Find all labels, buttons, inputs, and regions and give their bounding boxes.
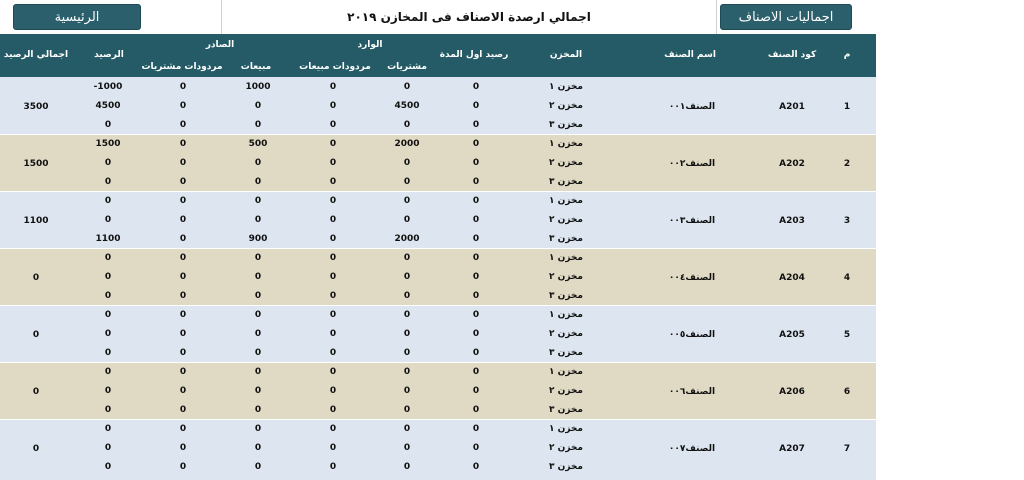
opening-balance-cell: 0 [472, 195, 480, 206]
opening-balance-cell: 0 [472, 119, 480, 130]
opening-balance-cell: 0 [472, 271, 480, 282]
col-index: م [843, 50, 851, 60]
purchase-returns-cell: 0 [179, 442, 187, 453]
item-name-cell: الصنف٠٠٥ [668, 329, 716, 340]
col-opening-balance: رصيد اول المدة [439, 50, 509, 60]
item-code-cell: A206 [779, 386, 805, 397]
balance-cell: 0 [104, 176, 112, 187]
home-button[interactable]: الرئيسية [13, 4, 141, 30]
item-name-cell: الصنف٠٠١ [668, 101, 716, 112]
opening-balance-cell: 0 [472, 233, 480, 244]
total-balance-cell: 0 [32, 272, 40, 283]
purchases-cell: 0 [403, 271, 411, 282]
opening-balance-cell: 0 [472, 442, 480, 453]
sales-returns-cell: 0 [329, 176, 337, 187]
col-incoming-group: الوارد [357, 40, 383, 50]
opening-balance-cell: 0 [472, 404, 480, 415]
item-name-cell: الصنف٠٠٣ [668, 215, 716, 226]
table-row [0, 210, 876, 229]
opening-balance-cell: 0 [472, 138, 480, 149]
balance-cell: 0 [104, 271, 112, 282]
item-name-cell: الصنف٠٠٦ [668, 386, 716, 397]
sales-returns-cell: 0 [329, 347, 337, 358]
balance-cell: 0 [104, 195, 112, 206]
row-divider [0, 362, 876, 363]
warehouse-cell: مخزن ٣ [549, 176, 583, 187]
sales-returns-cell: 0 [329, 233, 337, 244]
item-group [0, 248, 876, 305]
sales-returns-cell: 0 [329, 309, 337, 320]
purchase-returns-cell: 0 [179, 100, 187, 111]
opening-balance-cell: 0 [472, 423, 480, 434]
sales-cell: 0 [254, 214, 262, 225]
warehouse-cell: مخزن ١ [549, 138, 583, 149]
table-row [0, 191, 876, 210]
col-purchase-returns: مردودات مشتريات [141, 62, 223, 72]
warehouse-cell: مخزن ٢ [549, 271, 583, 282]
table-row [0, 362, 876, 381]
balance-cell: 1100 [95, 233, 121, 244]
opening-balance-cell: 0 [472, 176, 480, 187]
table-row [0, 457, 876, 476]
balance-cell: 0 [104, 214, 112, 225]
purchases-cell: 0 [403, 252, 411, 263]
table-row [0, 248, 876, 267]
purchases-cell: 0 [403, 347, 411, 358]
balance-cell: 0 [104, 385, 112, 396]
table-row [0, 400, 876, 419]
purchase-returns-cell: 0 [179, 385, 187, 396]
opening-balance-cell: 0 [472, 366, 480, 377]
sales-returns-cell: 0 [329, 328, 337, 339]
balance-cell: 0 [104, 442, 112, 453]
col-item-code: كود الصنف [767, 50, 817, 60]
sales-cell: 0 [254, 290, 262, 301]
purchases-cell: 0 [403, 81, 411, 92]
purchase-returns-cell: 0 [179, 309, 187, 320]
warehouse-cell: مخزن ٢ [549, 100, 583, 111]
warehouse-cell: مخزن ١ [549, 81, 583, 92]
item-name-cell: الصنف٠٠٢ [668, 158, 716, 169]
balance-cell: 0 [104, 461, 112, 472]
warehouse-cell: مخزن ١ [549, 252, 583, 263]
item-code-cell: A204 [779, 272, 805, 283]
warehouse-cell: مخزن ١ [549, 366, 583, 377]
opening-balance-cell: 0 [472, 309, 480, 320]
item-group [0, 134, 876, 191]
balance-cell: 0 [104, 366, 112, 377]
col-outgoing-group: الصادر [205, 40, 235, 50]
col-balance: الرصيد [94, 50, 124, 60]
index-cell: 7 [843, 443, 851, 454]
index-cell: 4 [843, 272, 851, 283]
sales-cell: 0 [254, 328, 262, 339]
sales-cell: 0 [254, 442, 262, 453]
item-group [0, 305, 876, 362]
purchase-returns-cell: 0 [179, 138, 187, 149]
purchase-returns-cell: 0 [179, 252, 187, 263]
purchases-cell: 4500 [394, 100, 420, 111]
sales-returns-cell: 0 [329, 271, 337, 282]
sales-returns-cell: 0 [329, 461, 337, 472]
purchases-cell: 0 [403, 119, 411, 130]
sales-cell: 0 [254, 252, 262, 263]
purchases-cell: 0 [403, 328, 411, 339]
purchases-cell: 0 [403, 423, 411, 434]
opening-balance-cell: 0 [472, 347, 480, 358]
sales-returns-cell: 0 [329, 252, 337, 263]
row-divider [0, 419, 876, 420]
table-row [0, 324, 876, 343]
warehouse-cell: مخزن ١ [549, 309, 583, 320]
warehouse-cell: مخزن ٢ [549, 328, 583, 339]
opening-balance-cell: 0 [472, 214, 480, 225]
sales-returns-cell: 0 [329, 100, 337, 111]
row-divider [0, 191, 876, 192]
col-warehouse: المخزن [549, 50, 583, 60]
row-divider [0, 305, 876, 306]
row-divider [0, 248, 876, 249]
purchases-cell: 0 [403, 366, 411, 377]
sales-cell: 0 [254, 366, 262, 377]
purchases-cell: 2000 [394, 233, 420, 244]
sales-returns-cell: 0 [329, 404, 337, 415]
purchases-cell: 0 [403, 214, 411, 225]
total-balance-cell: 3500 [23, 101, 49, 112]
sales-cell: 0 [254, 176, 262, 187]
table-row [0, 153, 876, 172]
purchases-cell: 0 [403, 404, 411, 415]
sales-cell: 0 [254, 385, 262, 396]
opening-balance-cell: 0 [472, 328, 480, 339]
table-row [0, 172, 876, 191]
col-sales: مبيعات [240, 62, 272, 72]
total-balance-cell: 1100 [23, 215, 49, 226]
sales-returns-cell: 0 [329, 290, 337, 301]
item-group [0, 191, 876, 248]
warehouse-cell: مخزن ٣ [549, 461, 583, 472]
opening-balance-cell: 0 [472, 385, 480, 396]
sales-cell: 0 [254, 461, 262, 472]
col-item-name: اسم الصنف [664, 50, 716, 60]
opening-balance-cell: 0 [472, 252, 480, 263]
sales-cell: 500 [248, 138, 268, 149]
opening-balance-cell: 0 [472, 157, 480, 168]
item-name-cell: الصنف٠٠٧ [668, 443, 716, 454]
purchases-cell: 0 [403, 442, 411, 453]
table-row [0, 229, 876, 248]
sales-cell: 0 [254, 119, 262, 130]
sales-returns-cell: 0 [329, 442, 337, 453]
purchase-returns-cell: 0 [179, 423, 187, 434]
sales-returns-cell: 0 [329, 214, 337, 225]
balance-cell: 0 [104, 157, 112, 168]
warehouse-cell: مخزن ٣ [549, 119, 583, 130]
purchases-cell: 0 [403, 290, 411, 301]
item-code-cell: A202 [779, 158, 805, 169]
sales-returns-cell: 0 [329, 138, 337, 149]
opening-balance-cell: 0 [472, 81, 480, 92]
table-row [0, 286, 876, 305]
purchases-cell: 0 [403, 461, 411, 472]
opening-balance-cell: 0 [472, 290, 480, 301]
balance-cell: 0 [104, 328, 112, 339]
total-balance-cell: 0 [32, 443, 40, 454]
warehouse-cell: مخزن ٣ [549, 290, 583, 301]
purchase-returns-cell: 0 [179, 271, 187, 282]
total-balance-cell: 0 [32, 386, 40, 397]
table-header [0, 34, 876, 77]
table-row [0, 77, 876, 96]
balance-cell: 0 [104, 347, 112, 358]
index-cell: 3 [843, 215, 851, 226]
purchase-returns-cell: 0 [179, 157, 187, 168]
warehouse-cell: مخزن ٣ [549, 404, 583, 415]
sales-cell: 0 [254, 347, 262, 358]
page-title: اجمالي ارصدة الاصناف فى المخازن ٢٠١٩ [347, 10, 591, 24]
purchases-cell: 0 [403, 176, 411, 187]
sales-returns-cell: 0 [329, 157, 337, 168]
top-bar [0, 0, 876, 35]
purchases-cell: 2000 [394, 138, 420, 149]
purchase-returns-cell: 0 [179, 81, 187, 92]
purchase-returns-cell: 0 [179, 328, 187, 339]
purchase-returns-cell: 0 [179, 404, 187, 415]
balance-cell: 0 [104, 404, 112, 415]
balance-cell: 0 [104, 119, 112, 130]
col-total-balance: اجمالي الرصيد [3, 50, 69, 60]
table-row [0, 134, 876, 153]
warehouse-cell: مخزن ٢ [549, 442, 583, 453]
warehouse-cell: مخزن ٣ [549, 347, 583, 358]
purchases-cell: 0 [403, 385, 411, 396]
divider [716, 0, 717, 34]
purchase-returns-cell: 0 [179, 214, 187, 225]
sales-cell: 0 [254, 404, 262, 415]
item-code-cell: A203 [779, 215, 805, 226]
warehouse-cell: مخزن ٣ [549, 233, 583, 244]
table-row [0, 96, 876, 115]
opening-balance-cell: 0 [472, 100, 480, 111]
sales-cell: 0 [254, 309, 262, 320]
table-row [0, 381, 876, 400]
index-cell: 5 [843, 329, 851, 340]
warehouse-cell: مخزن ١ [549, 195, 583, 206]
sales-cell: 0 [254, 157, 262, 168]
table-body [0, 77, 876, 480]
table-row [0, 343, 876, 362]
balance-cell: 0 [104, 423, 112, 434]
purchase-returns-cell: 0 [179, 119, 187, 130]
purchases-cell: 0 [403, 195, 411, 206]
sales-returns-cell: 0 [329, 366, 337, 377]
item-totals-button[interactable]: اجماليات الاصناف [720, 4, 852, 30]
item-group [0, 362, 876, 419]
sales-returns-cell: 0 [329, 385, 337, 396]
col-purchases: مشتريات [387, 62, 427, 72]
sales-returns-cell: 0 [329, 119, 337, 130]
index-cell: 1 [843, 101, 851, 112]
purchase-returns-cell: 0 [179, 366, 187, 377]
table-row [0, 419, 876, 438]
row-divider [0, 134, 876, 135]
total-balance-cell: 1500 [23, 158, 49, 169]
index-cell: 2 [843, 158, 851, 169]
sales-returns-cell: 0 [329, 195, 337, 206]
purchases-cell: 0 [403, 309, 411, 320]
item-group [0, 77, 876, 134]
table-row [0, 305, 876, 324]
warehouse-cell: مخزن ٢ [549, 214, 583, 225]
sales-returns-cell: 0 [329, 81, 337, 92]
balance-cell: -1000 [93, 81, 123, 92]
sales-returns-cell: 0 [329, 423, 337, 434]
item-group [0, 419, 876, 480]
sales-cell: 0 [254, 423, 262, 434]
col-sales-returns: مردودات مبيعات [299, 62, 371, 72]
purchase-returns-cell: 0 [179, 461, 187, 472]
purchase-returns-cell: 0 [179, 176, 187, 187]
balance-cell: 4500 [95, 100, 121, 111]
index-cell: 6 [843, 386, 851, 397]
purchases-cell: 0 [403, 157, 411, 168]
item-name-cell: الصنف٠٠٤ [668, 272, 716, 283]
warehouse-cell: مخزن ٢ [549, 157, 583, 168]
warehouse-cell: مخزن ٢ [549, 385, 583, 396]
sales-cell: 1000 [245, 81, 271, 92]
sales-cell: 0 [254, 100, 262, 111]
balance-cell: 0 [104, 252, 112, 263]
purchase-returns-cell: 0 [179, 290, 187, 301]
purchase-returns-cell: 0 [179, 347, 187, 358]
balance-cell: 1500 [95, 138, 121, 149]
table-row [0, 438, 876, 457]
balance-cell: 0 [104, 290, 112, 301]
sales-cell: 0 [254, 195, 262, 206]
total-balance-cell: 0 [32, 329, 40, 340]
item-code-cell: A201 [779, 101, 805, 112]
table-row [0, 115, 876, 134]
table-row [0, 267, 876, 286]
balance-cell: 0 [104, 309, 112, 320]
sales-cell: 900 [248, 233, 268, 244]
item-code-cell: A207 [779, 443, 805, 454]
purchase-returns-cell: 0 [179, 195, 187, 206]
purchase-returns-cell: 0 [179, 233, 187, 244]
opening-balance-cell: 0 [472, 461, 480, 472]
item-code-cell: A205 [779, 329, 805, 340]
sales-cell: 0 [254, 271, 262, 282]
warehouse-cell: مخزن ١ [549, 423, 583, 434]
